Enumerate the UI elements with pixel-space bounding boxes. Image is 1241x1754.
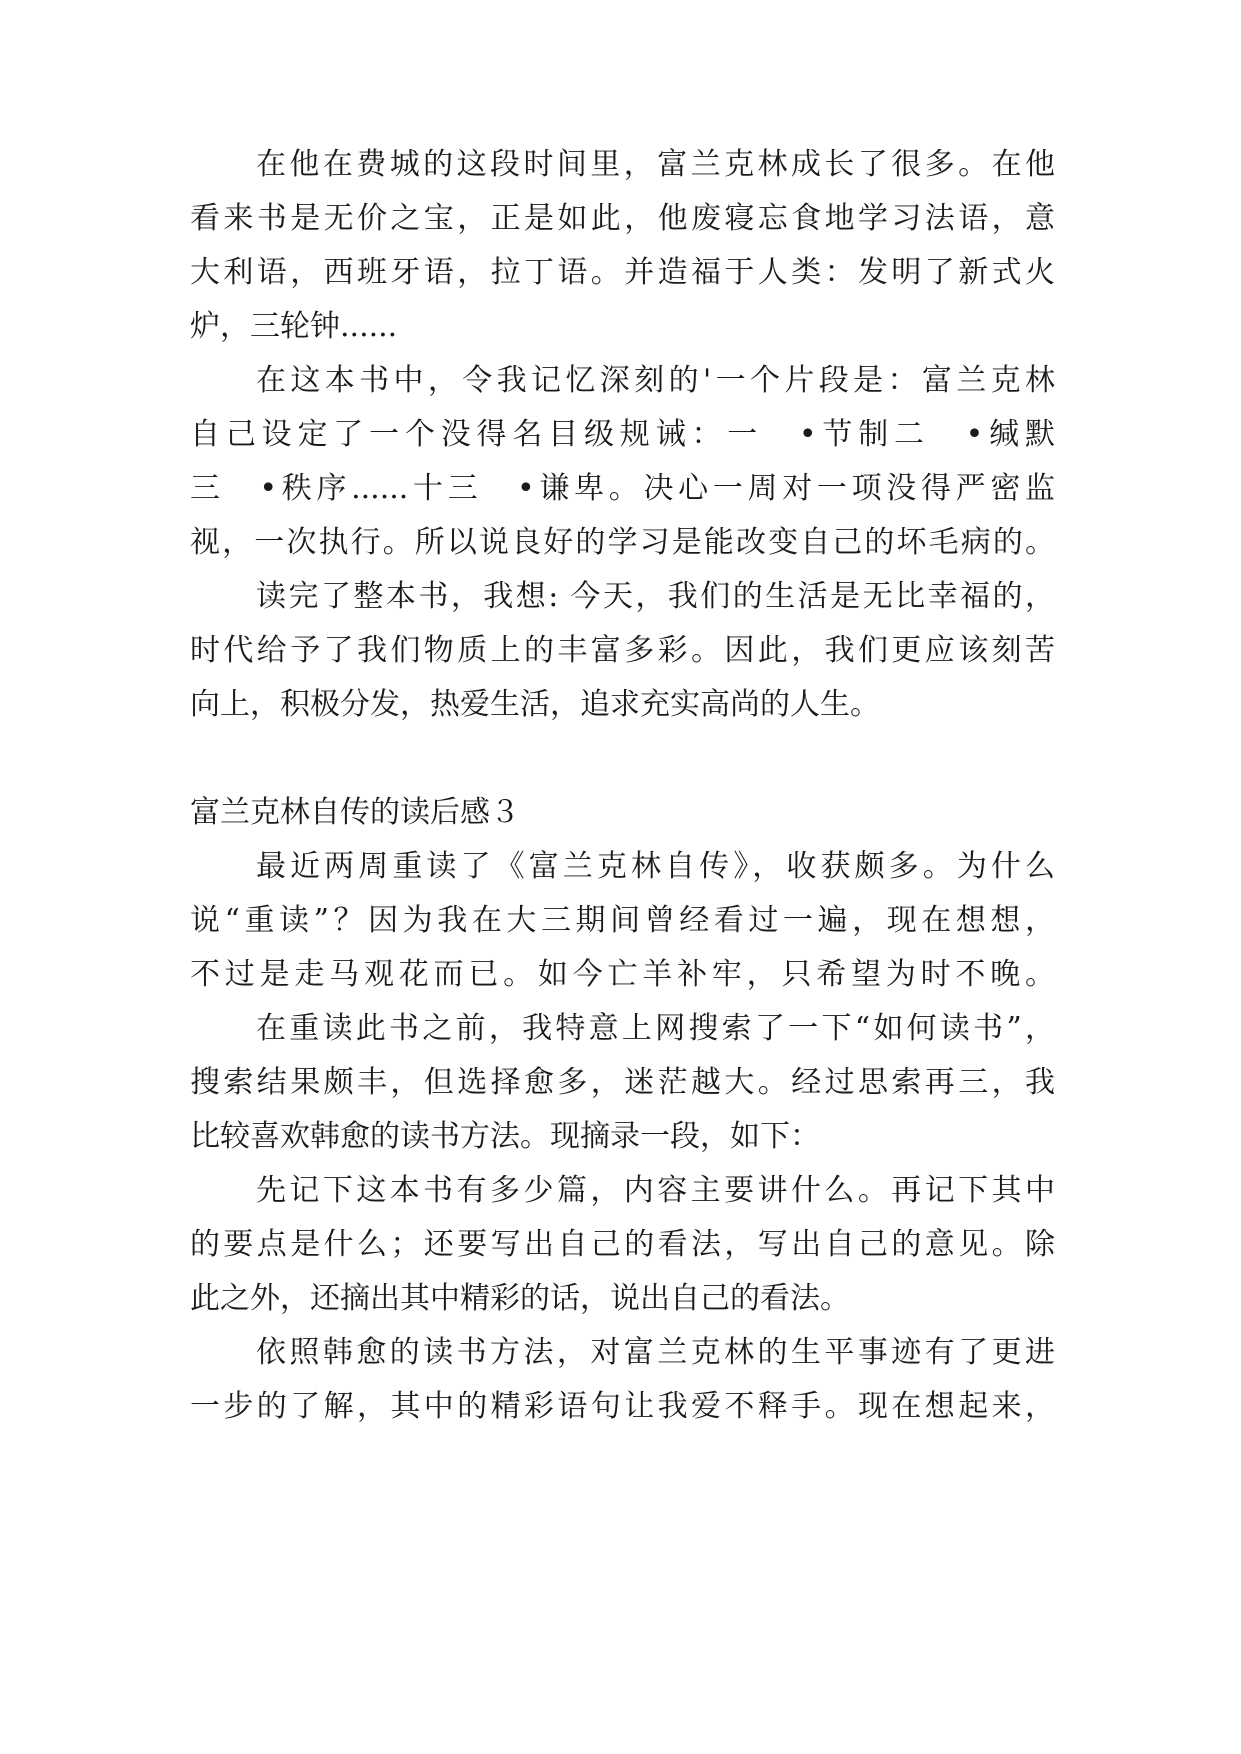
paragraph-1-line-2: 看来书是无价之宝，正是如此，他废寝忘食地学习法语，意 bbox=[190, 201, 1055, 236]
paragraph-2-line-2: 自己设定了一个没得名目级规诫：一 •节制二 •缄默 bbox=[190, 417, 1055, 452]
paragraph-7-line-2: 一步的了解，其中的精彩语句让我爱不释手。现在想起来， bbox=[190, 1389, 1055, 1424]
paragraph-4-line-3: 不过是走马观花而已。如今亡羊补牢，只希望为时不晚。 bbox=[190, 957, 1055, 992]
paragraph-5-line-2: 搜索结果颇丰，但选择愈多，迷茫越大。经过思索再三，我 bbox=[190, 1065, 1055, 1100]
paragraph-6-line-3: 此之外，还摘出其中精彩的话，说出自己的看法。 bbox=[190, 1281, 850, 1316]
paragraph-3-line-2: 时代给予了我们物质上的丰富多彩。因此，我们更应该刻苦 bbox=[190, 633, 1055, 668]
paragraph-1-line-4: 炉，三轮钟...... bbox=[190, 309, 398, 344]
paragraph-4-line-2: 说“重读”？因为我在大三期间曾经看过一遍，现在想想， bbox=[190, 903, 1055, 938]
paragraph-1-line-3: 大利语，西班牙语，拉丁语。并造福于人类：发明了新式火 bbox=[190, 255, 1055, 290]
paragraph-3-line-1: 读完了整本书，我想: 今天，我们的生活是无比幸福的， bbox=[256, 579, 1055, 614]
paragraph-5-line-3: 比较喜欢韩愈的读书方法。现摘录一段，如下： bbox=[190, 1119, 820, 1154]
paragraph-2-line-1: 在这本书中，令我记忆深刻的'一个片段是：富兰克林 bbox=[256, 363, 1055, 398]
paragraph-4-line-1: 最近两周重读了《富兰克林自传》，收获颇多。为什么 bbox=[256, 849, 1055, 884]
paragraph-1-line-1: 在他在费城的这段时间里，富兰克林成长了很多。在他 bbox=[256, 147, 1055, 182]
paragraph-2-line-3: 三 •秩序......十三 •谦卑。决心一周对一项没得严密监 bbox=[190, 471, 1055, 506]
paragraph-6-line-1: 先记下这本书有多少篇，内容主要讲什么。再记下其中 bbox=[256, 1173, 1055, 1208]
paragraph-5-line-1: 在重读此书之前，我特意上网搜索了一下“如何读书”， bbox=[256, 1011, 1055, 1046]
paragraph-3-line-3: 向上，积极分发，热爱生活，追求充实高尚的人生。 bbox=[190, 687, 880, 722]
section-title: 富兰克林自传的读后感３ bbox=[190, 795, 520, 830]
paragraph-2-line-4: 视，一次执行。所以说良好的学习是能改变自己的坏毛病的。 bbox=[190, 525, 1055, 560]
paragraph-7-line-1: 依照韩愈的读书方法，对富兰克林的生平事迹有了更进 bbox=[256, 1335, 1055, 1370]
paragraph-6-line-2: 的要点是什么；还要写出自己的看法，写出自己的意见。除 bbox=[190, 1227, 1055, 1262]
